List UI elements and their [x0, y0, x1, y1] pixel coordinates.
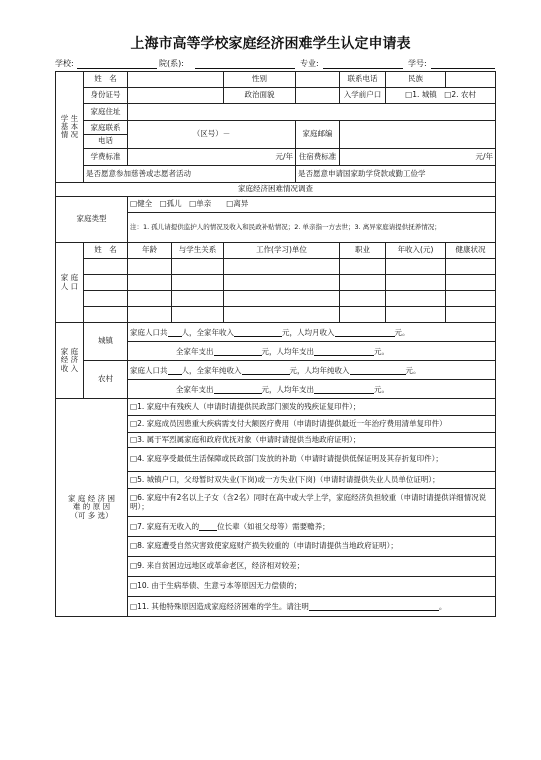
- ethnicity-label: 民族: [386, 72, 446, 88]
- rural-per-income-label: 元，人均年纯收入: [289, 365, 350, 375]
- gender-field[interactable]: [296, 72, 340, 88]
- urban-monthly-label: 元，人均月收入: [282, 327, 335, 337]
- dorm-fee-field[interactable]: 元/年: [340, 149, 496, 166]
- student-id-field[interactable]: [431, 68, 495, 69]
- reason-item-5[interactable]: □5. 城镇户口，父母暂时双失业(下岗)或一方失业(下岗)（申请时请提供失业人员单位证明）；: [128, 472, 496, 489]
- col-age: 年龄: [128, 243, 172, 259]
- address-field[interactable]: [128, 104, 496, 121]
- urban-people-label: 家庭人口共: [130, 327, 168, 337]
- tuition-label: 学费标准: [84, 149, 128, 166]
- loan-question[interactable]: 是否愿意申请国家助学贷款或勤工俭学: [296, 166, 496, 183]
- gender-label: 性别: [224, 72, 296, 88]
- rural-yuan-1: 元。: [405, 365, 421, 375]
- rural-expense-label: 全家年支出: [176, 384, 214, 394]
- rural-income-line-2[interactable]: [128, 380, 496, 399]
- id-card-field[interactable]: [128, 88, 224, 104]
- student-id-label: 学号:: [408, 59, 427, 68]
- volunteer-question[interactable]: 是否愿意参加慈善或志愿者活动: [84, 166, 296, 183]
- political-field[interactable]: [296, 88, 340, 104]
- tuition-field[interactable]: 元/年: [128, 149, 296, 166]
- urban-income-line-1[interactable]: [128, 323, 496, 342]
- urban-per-expense-label: 元，人均年支出: [261, 346, 314, 356]
- political-label: 政治面貌: [224, 88, 296, 104]
- member-row[interactable]: [56, 307, 496, 323]
- reason-item-8[interactable]: □8. 家庭遭受自然灾害致使家庭财产损失较重的（申请时请提供当地政府证明）；: [128, 537, 496, 557]
- col-annual-income: 年收入(元): [386, 243, 446, 259]
- phone-label: 联系电话: [340, 72, 386, 88]
- rural-income-line-1[interactable]: [128, 361, 496, 380]
- major-label: 专业:: [300, 59, 319, 68]
- member-row[interactable]: [56, 291, 496, 307]
- reason-item-7[interactable]: [128, 517, 496, 537]
- school-field[interactable]: [77, 68, 157, 69]
- urban-yuan-1: 元。: [394, 327, 410, 337]
- member-row[interactable]: [56, 275, 496, 291]
- urban-yuan-2: 元。: [374, 346, 389, 356]
- school-info-line: [55, 58, 495, 70]
- ethnicity-field[interactable]: [446, 72, 496, 88]
- reason-item-9[interactable]: □9. 来自贫困边远地区或革命老区，经济相对较差；: [128, 557, 496, 577]
- col-occupation: 职业: [340, 243, 386, 259]
- reason-item-4[interactable]: □4. 家庭享受最低生活保障或民政部门发放的补助（申请时请提供低保证明及其存折复印件）；: [128, 448, 496, 472]
- name-field[interactable]: [128, 72, 224, 88]
- name-label: 姓 名: [84, 72, 128, 88]
- family-type-note: 注：1. 孤儿请提供监护人的情况及收入和民政补贴情况；2. 单亲指一方去世；3. 离异家庭请提供抚养情况；: [128, 213, 496, 243]
- reason-item-7-a: □7. 家庭有无收入的: [130, 521, 200, 531]
- family-type-label: 家庭类型: [56, 197, 128, 243]
- address-label: 家庭住址: [84, 104, 128, 121]
- survey-heading: 家庭经济困难情况调查: [56, 183, 496, 197]
- dorm-fee-label: 住宿费标准: [296, 149, 340, 166]
- rural-income-label: 人，全家年纯收入: [181, 365, 242, 375]
- reason-item-3[interactable]: □3. 属于军烈属家庭和政府优抚对象（申请时请提供当地政府证明）；: [128, 433, 496, 448]
- family-members-side-label: 家 庭 人 口: [56, 243, 84, 323]
- college-field[interactable]: [195, 68, 295, 69]
- hukou-options[interactable]: □1. 城镇 □2. 农村: [386, 88, 496, 104]
- col-health: 健康状况: [446, 243, 496, 259]
- home-phone-label-line1: 家庭联系: [90, 122, 121, 132]
- urban-expense-label: 全家年支出: [176, 346, 214, 356]
- home-phone-label: [84, 121, 128, 149]
- col-name: 姓 名: [84, 243, 128, 259]
- reason-item-11-a: □11. 其他特殊原因造成家庭经济困难的学生。请注明: [130, 601, 309, 611]
- reason-item-10[interactable]: □10. 由于生病举债、生意亏本等原因无力偿债的；: [128, 577, 496, 597]
- member-row[interactable]: [56, 259, 496, 275]
- reason-item-6[interactable]: □6. 家庭中有2名以上子女（含2名）同时在高中或大学上学，家庭经济负担较重（申请时请提供详细情况说明）；: [128, 489, 496, 517]
- home-phone-label-line2: 电话: [84, 134, 127, 145]
- hukou-label: 入学前户口: [340, 88, 386, 104]
- school-label: 学校:: [55, 59, 74, 68]
- col-relation: 与学生关系: [172, 243, 224, 259]
- postcode-field[interactable]: [340, 121, 496, 149]
- rural-per-expense-label: 元，人均年支出: [261, 384, 314, 394]
- form-title: 上海市高等学校家庭经济困难学生认定申请表: [130, 36, 411, 52]
- reasons-side-label: 家 庭 经 济 困 难 的 原 因（可 多 选）: [56, 399, 128, 617]
- urban-income-line-2[interactable]: [128, 342, 496, 361]
- postcode-label: 家庭邮编: [296, 121, 340, 149]
- major-field[interactable]: [323, 68, 403, 69]
- id-card-label: 身份证号: [84, 88, 128, 104]
- college-label: 院(系):: [159, 59, 184, 68]
- urban-income-label: 人，全家年收入: [181, 327, 234, 337]
- home-phone-field[interactable]: （区号）－: [128, 121, 296, 149]
- rural-people-label: 家庭人口共: [130, 365, 168, 375]
- reason-item-2[interactable]: □2. 家庭成员因患重大疾病需支付大额医疗费用（申请时请提供最近一年治疗费用清单复印件）: [128, 416, 496, 433]
- rural-yuan-2: 元。: [374, 384, 389, 394]
- reason-item-11[interactable]: [128, 597, 496, 617]
- income-side-label: 家 庭 经 济 收 入: [56, 323, 84, 399]
- urban-label: 城镇: [84, 323, 128, 361]
- reason-item-7-b: 位长辈（如祖父母等）需要赡养；: [217, 521, 330, 531]
- rural-label: 农村: [84, 361, 128, 399]
- reason-item-11-end: 。: [438, 601, 447, 611]
- col-workplace: 工作(学习)单位: [224, 243, 340, 259]
- application-form-table: [55, 71, 496, 617]
- student-basic-side-label: 学 生 基 本 情 况: [56, 72, 84, 183]
- reason-item-1[interactable]: □1. 家庭中有残疾人（申请时请提供民政部门颁发的残疾证复印件）；: [128, 399, 496, 416]
- family-type-options[interactable]: □健全 □孤儿 □单亲 □离异: [128, 197, 496, 213]
